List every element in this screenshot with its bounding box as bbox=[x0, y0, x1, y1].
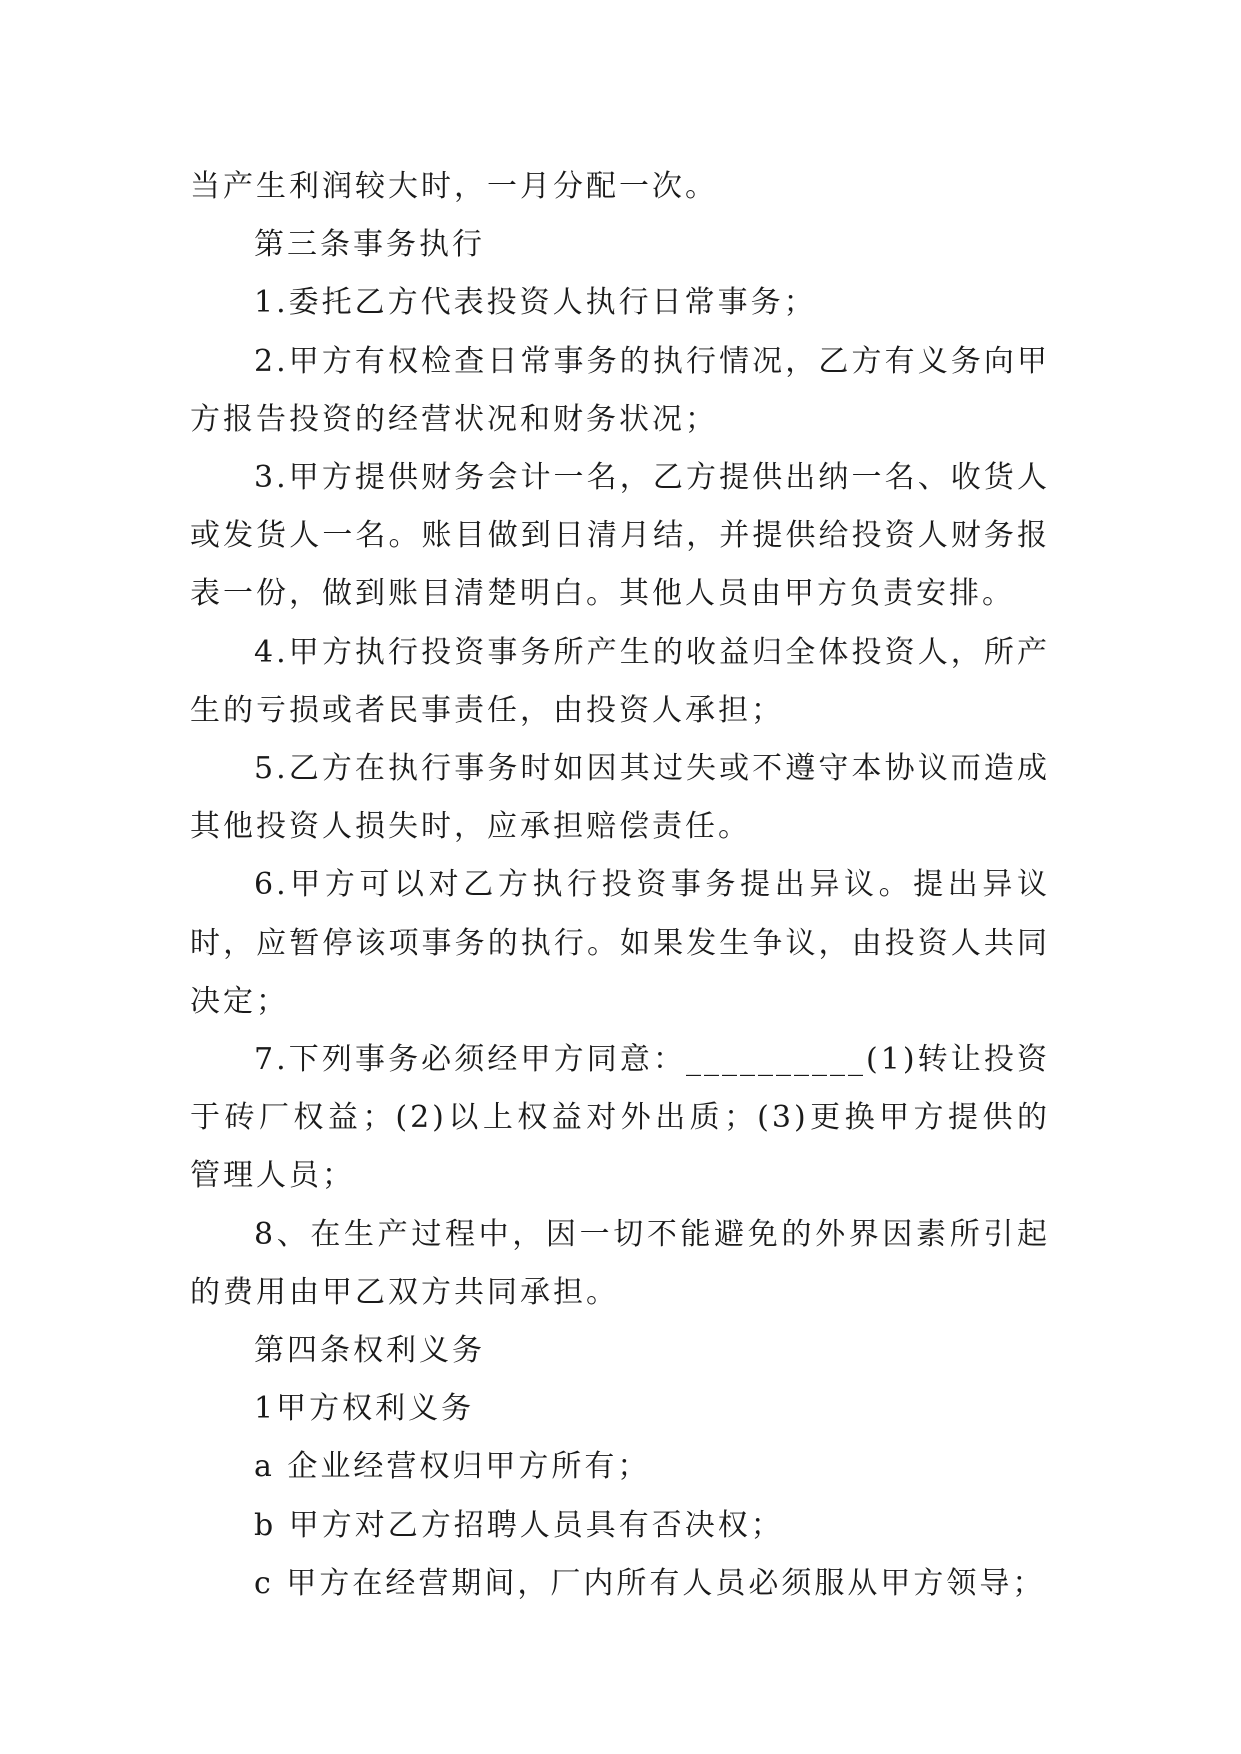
subheading-party-a-rights: 1甲方权利义务 bbox=[254, 1391, 475, 1427]
paragraph-item-3: 3.甲方提供财务会计一名，乙方提供出纳一名、收货人或发货人一名。账目做到日清月结，并提供给投资人财务报表一份，做到账目清楚明白。其他人员由甲方负责安排。 bbox=[190, 460, 1050, 612]
paragraph-profit-distribution: 当产生利润较大时，一月分配一次。 bbox=[190, 169, 718, 204]
paragraph-item-2: 2.甲方有权检查日常事务的执行情况，乙方有义务向甲方报告投资的经营状况和财务状况； bbox=[190, 343, 1050, 437]
heading-article-3: 第三条事务执行 bbox=[254, 227, 485, 263]
paragraph-item-7: 7.下列事务必须经甲方同意：__________(1)转让投资于砖厂权益；(2)以上权益对外出质；(3)更换甲方提供的管理人员； bbox=[190, 1042, 1050, 1194]
list-item-a: a 企业经营权归甲方所有； bbox=[254, 1449, 651, 1485]
paragraph-item-1: 1.委托乙方代表投资人执行日常事务； bbox=[254, 285, 817, 321]
list-item-c: c 甲方在经营期间，厂内所有人员必须服从甲方领导； bbox=[254, 1565, 1046, 1601]
heading-article-4: 第四条权利义务 bbox=[254, 1333, 485, 1369]
list-item-b: b 甲方对乙方招聘人员具有否决权； bbox=[254, 1507, 784, 1543]
document-body bbox=[190, 158, 1050, 1613]
paragraph-item-4: 4.甲方执行投资事务所产生的收益归全体投资人，所产生的亏损或者民事责任，由投资人承担； bbox=[190, 634, 1050, 728]
paragraph-item-6: 6.甲方可以对乙方执行投资事务提出异议。提出异议时，应暂停该项事务的执行。如果发生争议，由投资人共同决定； bbox=[190, 867, 1050, 1019]
paragraph-item-8: 8、在生产过程中，因一切不能避免的外界因素所引起的费用由甲乙双方共同承担。 bbox=[190, 1216, 1050, 1310]
paragraph-item-5: 5.乙方在执行事务时如因其过失或不遵守本协议而造成其他投资人损失时，应承担赔偿责任。 bbox=[190, 751, 1050, 845]
